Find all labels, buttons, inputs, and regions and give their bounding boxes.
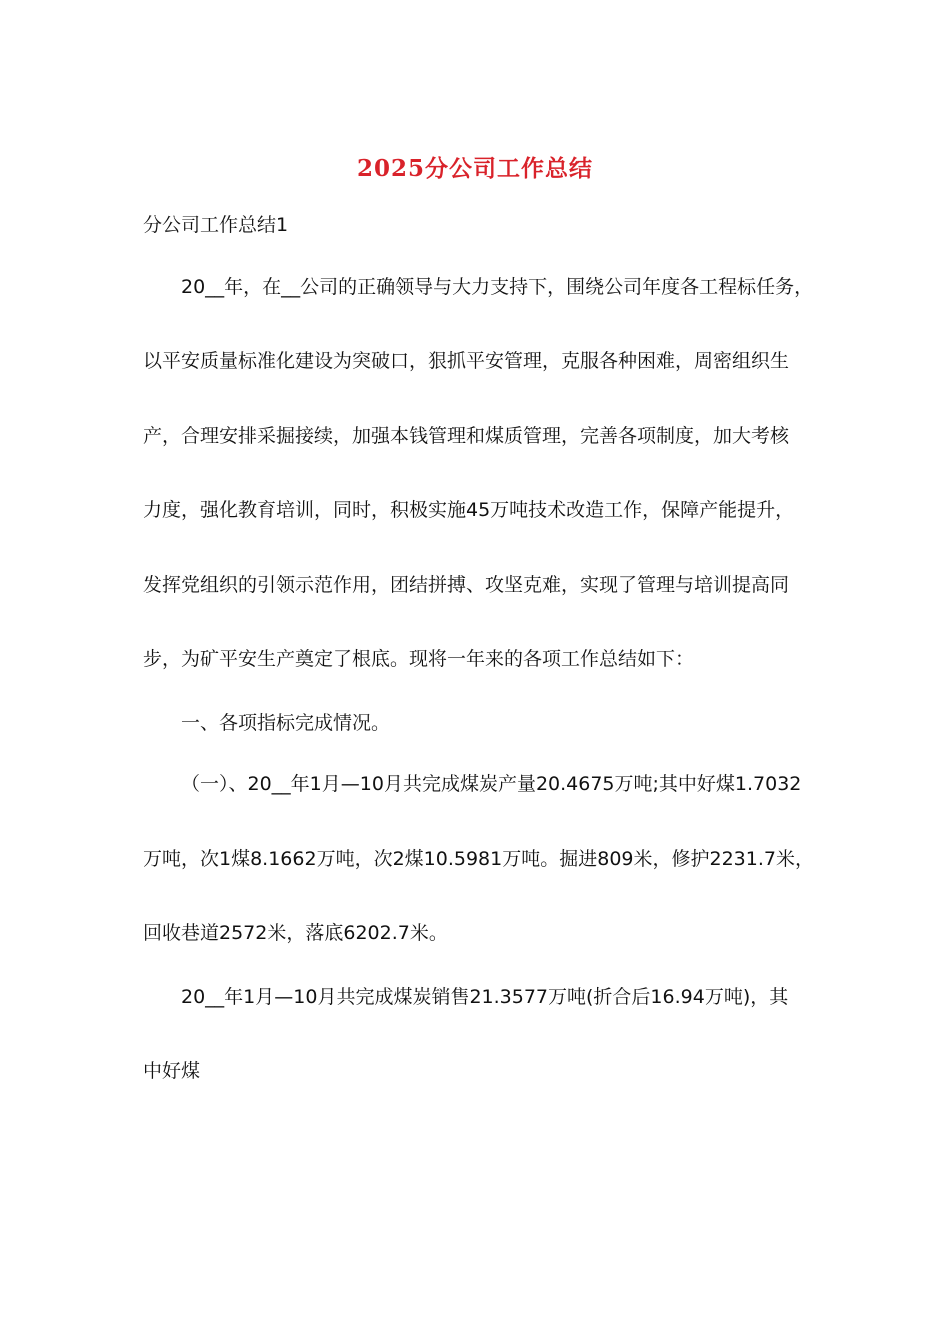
paragraph-line: 以平安质量标准化建设为突破口，狠抓平安管理，克服各种困难，周密组织生 — [143, 350, 790, 372]
paragraph-line: 万吨，次1煤8.1662万吨，次2煤10.5981万吨。掘进809米，修护2231.7米， — [143, 848, 814, 870]
paragraph-line: 回收巷道2572米，落底6202.7米。 — [143, 922, 448, 944]
subsection-heading: 一、各项指标完成情况。 — [181, 712, 391, 734]
paragraph-line: 力度，强化教育培训，同时，积极实施45万吨技术改造工作，保障产能提升， — [143, 499, 795, 521]
paragraph-line: 产，合理安排采掘接续，加强本钱管理和煤质管理，完善各项制度，加大考核 — [143, 425, 790, 447]
section-heading: 分公司工作总结1 — [143, 214, 289, 236]
paragraph-line: 步，为矿平安生产奠定了根底。现将一年来的各项工作总结如下： — [143, 648, 695, 670]
paragraph-line: 发挥党组织的引领示范作用，团结拼搏、攻坚克难，实现了管理与培训提高同 — [143, 574, 790, 596]
paragraph-line: 20__年，在__公司的正确领导与大力支持下，围绕公司年度各工程标任务， — [181, 276, 814, 298]
paragraph-line: 20__年1月—10月共完成煤炭销售21.3577万吨(折合后16.94万吨)，其 — [181, 986, 789, 1008]
paragraph-line: 中好煤 — [143, 1060, 201, 1082]
paragraph-line: （一）、20__年1月—10月共完成煤炭产量20.4675万吨;其中好煤1.7032 — [181, 773, 802, 795]
document-title: 2025分公司工作总结 — [356, 155, 593, 182]
